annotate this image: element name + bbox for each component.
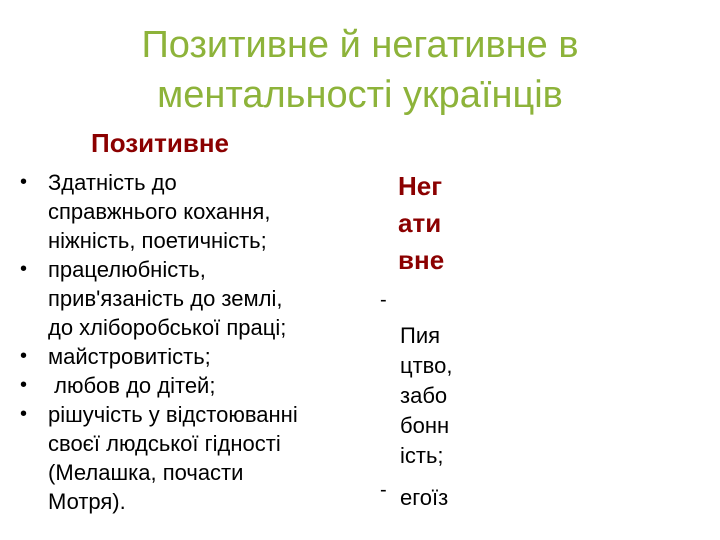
list-item <box>20 255 360 342</box>
slide-title <box>60 20 660 120</box>
positive-list <box>20 168 360 516</box>
list-item <box>20 168 360 255</box>
list-item-line: рішучість у відстоюванні <box>48 402 298 427</box>
positive-heading: Позитивне <box>91 128 229 158</box>
bullet-icon: • <box>20 403 28 425</box>
list-item-line: своєї людської гідності <box>48 431 281 456</box>
dash-marker: - <box>380 479 387 501</box>
dash-marker: - <box>380 289 387 311</box>
negative-heading-line: вне <box>398 245 445 275</box>
list-item <box>20 342 360 371</box>
negative-text-line: ість; <box>400 443 444 468</box>
slide-title-line-2: ментальності українців <box>157 74 563 116</box>
bullet-icon: • <box>20 171 28 193</box>
negative-heading <box>398 168 444 279</box>
negative-text-line: бонн <box>400 413 450 438</box>
list-item-line: любов до дітей; <box>48 373 216 398</box>
negative-text-line: егоїз <box>400 485 449 510</box>
list-item-line: прив'язаність до землі, <box>48 286 283 311</box>
list-item <box>20 371 360 400</box>
list-item <box>20 400 360 516</box>
bullet-icon: • <box>20 258 28 280</box>
list-item-line: Мотря). <box>48 489 126 514</box>
bullet-icon: • <box>20 374 28 396</box>
negative-heading-line: ати <box>398 208 442 238</box>
negative-text-line: цтво, <box>400 353 453 378</box>
bullet-icon: • <box>20 345 28 367</box>
negative-heading-line: Нег <box>398 171 443 201</box>
list-item-line: ніжність, поетичність; <box>48 228 267 253</box>
negative-text-line: забо <box>400 383 448 408</box>
list-item-line: майстровитість; <box>48 344 211 369</box>
negative-text-line: Пия <box>400 323 441 348</box>
list-item-line: справжнього кохання, <box>48 199 271 224</box>
slide-title-line-1: Позитивне й негативне в <box>141 24 579 66</box>
list-item-line: працелюбність, <box>48 257 206 282</box>
list-item-line: (Мелашка, почасти <box>48 460 244 485</box>
list-item-line: Здатність до <box>48 170 177 195</box>
list-item-line: до хліборобської праці; <box>48 315 287 340</box>
negative-text <box>400 321 452 513</box>
